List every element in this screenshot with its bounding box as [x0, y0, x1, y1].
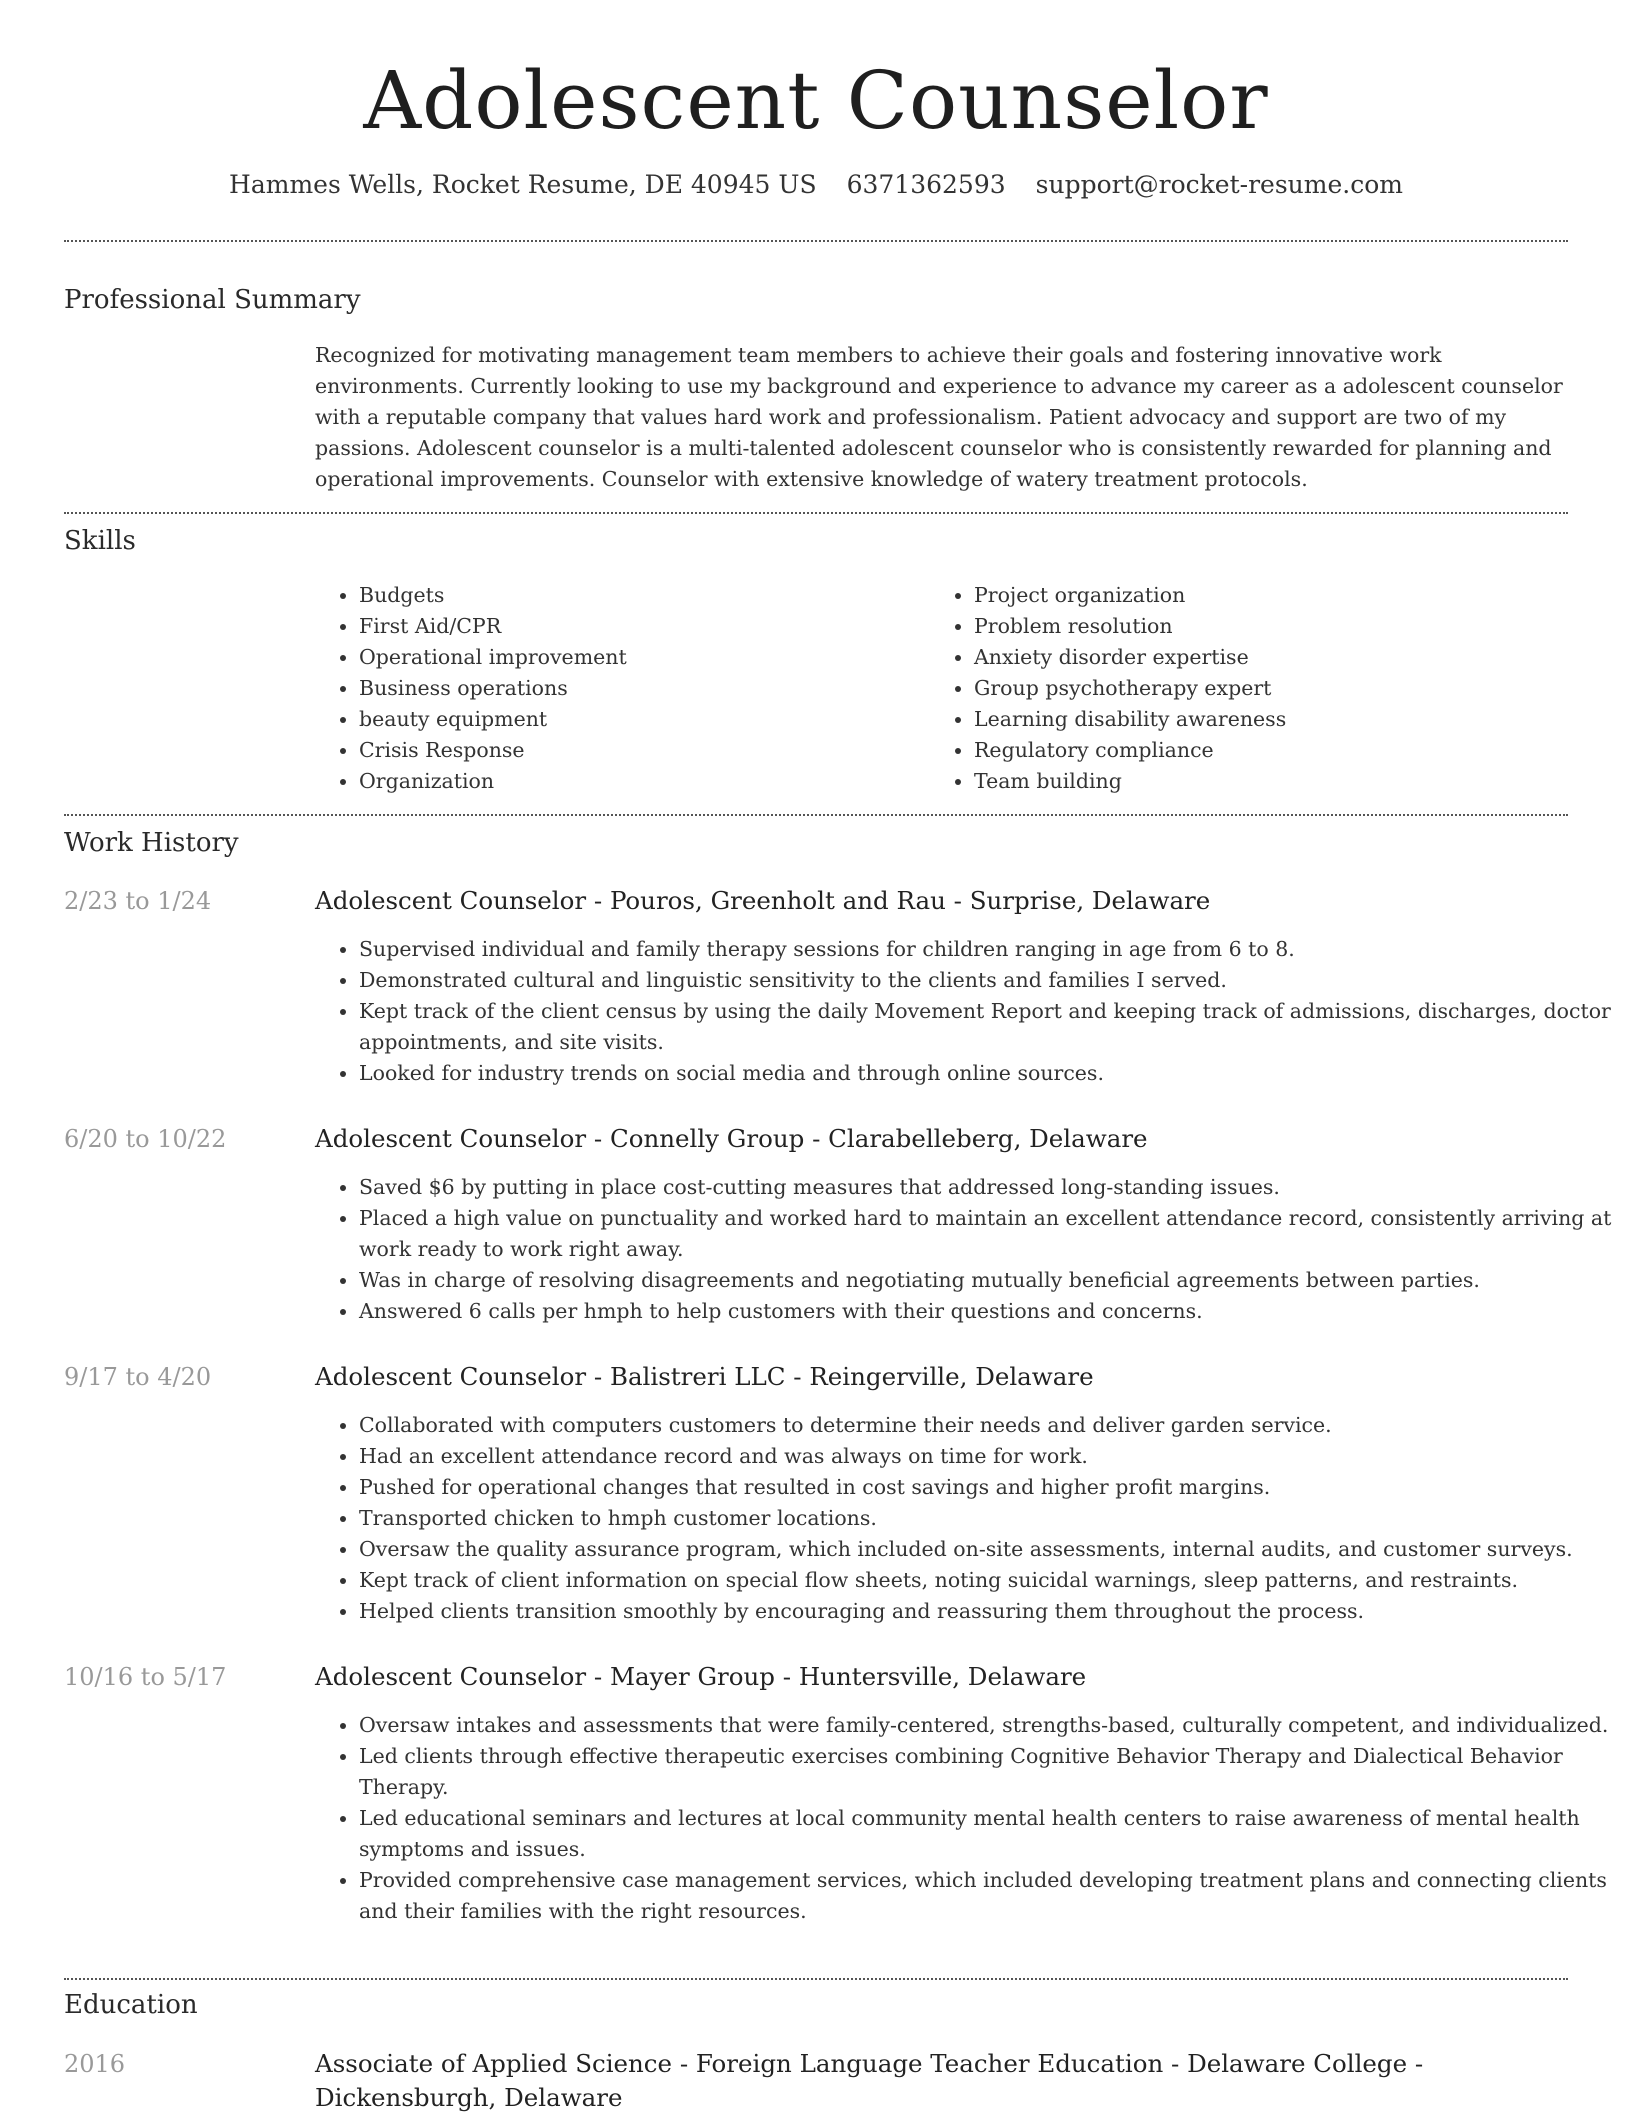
skill-item: • beauty equipment [359, 704, 959, 735]
job-bullet: • Demonstrated cultural and linguistic sensitivity to the clients and families I served. [359, 965, 1612, 996]
skill-item: • Regulatory compliance [974, 735, 1594, 766]
job-bullets [315, 1172, 1612, 1327]
job-dates: 9/17 to 4/20 [64, 1363, 212, 1391]
skill-item: • Project organization [974, 580, 1594, 611]
skill-item: • Problem resolution [974, 611, 1594, 642]
candidate-name: Adolescent Counselor [363, 54, 1269, 147]
job-bullet: • Saved $6 by putting in place cost-cutting measures that addressed long-standing issues. [359, 1172, 1612, 1203]
job-bullet: • Supervised individual and family therapy sessions for children ranging in age from 6 to 8. [359, 934, 1612, 965]
job-bullet: • Transported chicken to hmph customer locations. [359, 1503, 1612, 1534]
job-bullet: • Helped clients transition smoothly by encouraging and reassuring them throughout the process. [359, 1596, 1612, 1627]
skill-item: • First Aid/CPR [359, 611, 959, 642]
skill-item: • Group psychotherapy expert [974, 673, 1594, 704]
contact-address: Hammes Wells, Rocket Resume, DE 40945 US [229, 170, 817, 199]
skill-item: • Organization [359, 766, 959, 797]
contact-email: support@rocket-resume.com [1035, 170, 1403, 199]
section-divider [64, 1978, 1568, 1980]
skills-list-left [315, 580, 959, 797]
skill-item: • Operational improvement [359, 642, 959, 673]
job-bullet: • Kept track of the client census by using the daily Movement Report and keeping track of admissions, discharges, doctor appointments, and site visits. [359, 996, 1612, 1058]
section-divider [64, 814, 1568, 816]
section-divider [64, 240, 1568, 242]
job-bullet: • Looked for industry trends on social media and through online sources. [359, 1058, 1612, 1089]
contact-line [0, 168, 1632, 202]
summary-text: Recognized for motivating management team members to achieve their goals and fostering innovative work environments. Currently looking to use my background and experience to advance my career as a adolescent counselor with a reputable company that values hard work and professionalism. Patient advocacy and support are two of my passions. Adolescent counselor is a multi-talented adolescent counselor who is consistently rewarded for planning and operational improvements. Counselor with extensive knowledge of watery treatment protocols. [315, 343, 1563, 491]
job-bullet: • Pushed for operational changes that resulted in cost savings and higher profit margins. [359, 1472, 1612, 1503]
job-title: Adolescent Counselor - Pouros, Greenholt and Rau - Surprise, Delaware [315, 886, 1211, 915]
skill-item: • Crisis Response [359, 735, 959, 766]
skill-item: • Business operations [359, 673, 959, 704]
job-bullet: • Led educational seminars and lectures at local community mental health centers to raise awareness of mental health symptoms and issues. [359, 1803, 1612, 1865]
section-divider [64, 512, 1568, 514]
job-bullet: • Led clients through effective therapeutic exercises combining Cognitive Behavior Therapy and Dialectical Behavior Therapy. [359, 1741, 1612, 1803]
skill-item: • Learning disability awareness [974, 704, 1594, 735]
skill-item: • Anxiety disorder expertise [974, 642, 1594, 673]
job-bullet: • Oversaw intakes and assessments that were family-centered, strengths-based, culturally competent, and individualized. [359, 1710, 1612, 1741]
job-bullet: • Provided comprehensive case management services, which included developing treatment plans and connecting clients and their families with the right resources. [359, 1865, 1612, 1927]
contact-phone: 6371362593 [846, 170, 1006, 199]
job-bullets [315, 934, 1612, 1089]
job-bullet: • Collaborated with computers customers to determine their needs and deliver garden service. [359, 1410, 1612, 1441]
job-bullet: • Had an excellent attendance record and was always on time for work. [359, 1441, 1612, 1472]
summary-heading: Professional Summary [64, 285, 361, 315]
job-title: Adolescent Counselor - Connelly Group - Clarabelleberg, Delaware [315, 1124, 1148, 1153]
job-bullet: • Oversaw the quality assurance program, which included on-site assessments, internal audits, and customer surveys. [359, 1534, 1612, 1565]
job-title: Adolescent Counselor - Mayer Group - Huntersville, Delaware [315, 1662, 1087, 1691]
job-bullets [315, 1410, 1612, 1627]
education-degree: Associate of Applied Science - Foreign Language Teacher Education - Delaware College - Dickensburgh, Delaware [315, 2049, 1424, 2112]
education-year: 2016 [64, 2050, 126, 2078]
job-dates: 10/16 to 5/17 [64, 1663, 227, 1691]
job-bullet: • Answered 6 calls per hmph to help customers with their questions and concerns. [359, 1296, 1612, 1327]
education-heading: Education [64, 1990, 198, 2020]
skill-item: • Budgets [359, 580, 959, 611]
job-bullet: • Kept track of client information on special flow sheets, noting suicidal warnings, sleep patterns, and restraints. [359, 1565, 1612, 1596]
job-bullet: • Placed a high value on punctuality and worked hard to maintain an excellent attendance record, consistently arriving at work ready to work right away. [359, 1203, 1612, 1265]
skill-item: • Team building [974, 766, 1594, 797]
job-dates: 2/23 to 1/24 [64, 887, 212, 915]
job-bullet: • Was in charge of resolving disagreements and negotiating mutually beneficial agreements between parties. [359, 1265, 1612, 1296]
job-dates: 6/20 to 10/22 [64, 1125, 227, 1153]
job-title: Adolescent Counselor - Balistreri LLC - Reingerville, Delaware [315, 1362, 1094, 1391]
job-bullets [315, 1710, 1612, 1927]
skills-heading: Skills [64, 526, 136, 556]
work-history-heading: Work History [64, 828, 239, 858]
skills-list-right [930, 580, 1594, 797]
